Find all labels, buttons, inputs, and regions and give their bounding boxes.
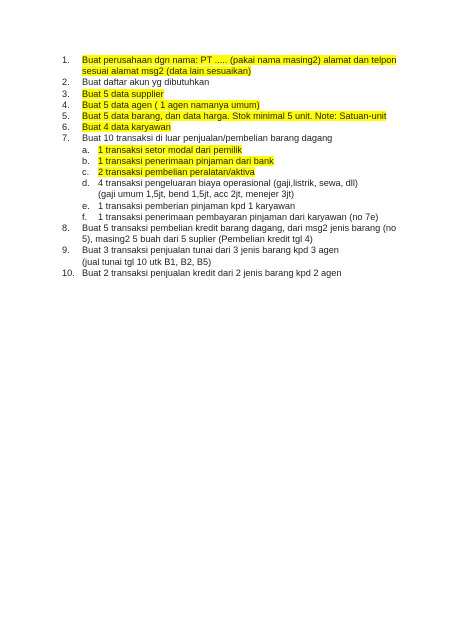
item-text: 5), masing2 5 buah dari 5 suplier (Pembelian kredit tgl 4) (82, 234, 313, 245)
item-number: 5. (62, 111, 70, 122)
sub-list-item (62, 156, 432, 167)
sub-item-letter: a. (82, 144, 90, 155)
list-item (62, 111, 432, 122)
sub-item-text: 2 transaksi pembelian peralatan/aktiva (98, 167, 255, 178)
sub-item-letter: d. (82, 178, 90, 189)
item-text: Buat 5 data barang, dan data harga. Stok minimal 5 unit. Note: Satuan-unit (82, 111, 387, 122)
sub-item-text: 1 transaksi setor modal dari pemilik (98, 144, 242, 155)
sub-list-item (62, 167, 432, 178)
sub-item-text: 1 transaksi penerimaan pembayaran pinjaman dari karyawan (no 7e) (98, 211, 379, 222)
task-list (62, 55, 432, 279)
item-number: 2. (62, 77, 70, 88)
list-item (62, 245, 432, 267)
list-item (62, 55, 432, 77)
item-number: 7. (62, 133, 70, 144)
item-number: 10. (62, 267, 75, 278)
item-number: 1. (62, 55, 70, 65)
item-text: (jual tunai tgl 10 utk B1, B2, B5) (82, 256, 212, 267)
item-number: 6. (62, 122, 70, 133)
list-item (62, 268, 432, 279)
item-number: 4. (62, 99, 70, 110)
sub-item-letter: f. (82, 211, 88, 222)
sub-list-item (62, 201, 432, 212)
sub-item-letter: c. (82, 167, 90, 178)
item-text: Buat 2 transaksi penjualan kredit dari 2 jenis barang kpd 2 agen (82, 267, 342, 278)
item-text: Buat 10 transaksi di luar penjualan/pembelian barang dagang (82, 133, 333, 144)
list-item (62, 122, 432, 133)
item-text: Buat 5 data supplier (82, 88, 164, 99)
sub-item-text: (gaji umum 1,5jt, bend 1,5jt, acc 2jt, menejer 3jt) (98, 189, 295, 200)
item-text: Buat 4 data karyawan (82, 122, 171, 133)
item-number: 8. (62, 223, 70, 234)
list-item (62, 223, 432, 245)
sub-item-text: 1 transaksi penerimaan pinjaman dari bank (98, 155, 274, 166)
item-text: Buat 3 transaksi penjualan tunai dari 3 jenis barang kpd 3 agen (82, 245, 339, 256)
sub-item-letter: b. (82, 155, 90, 166)
item-text: sesuai alamat msg2 (data lain sesuaikan) (82, 66, 252, 77)
sub-item-text: 1 transaksi pemberian pinjaman kpd 1 karyawan (98, 200, 296, 211)
list-item (62, 100, 432, 111)
item-text: Buat daftar akun yg dibutuhkan (82, 77, 210, 88)
item-number: 9. (62, 245, 70, 256)
item-text: Buat 5 data agen ( 1 agen namanya umum) (82, 99, 260, 110)
sub-item-text: 4 transaksi pengeluaran biaya operasional (gaji,listrik, sewa, dll) (98, 178, 358, 189)
list-item (62, 89, 432, 100)
item-number: 3. (62, 88, 70, 99)
sub-list-item (62, 178, 432, 200)
item-text: Buat 5 transaksi pembelian kredit barang dagang, dari msg2 jenis barang (no (82, 223, 397, 234)
sub-item-letter: e. (82, 200, 90, 211)
list-item (62, 133, 432, 144)
list-item (62, 77, 432, 88)
sub-list-item (62, 145, 432, 156)
item-text: Buat perusahaan dgn nama: PT ..... (pakai nama masing2) alamat dan telpon (82, 55, 397, 65)
sub-list-item (62, 212, 432, 223)
